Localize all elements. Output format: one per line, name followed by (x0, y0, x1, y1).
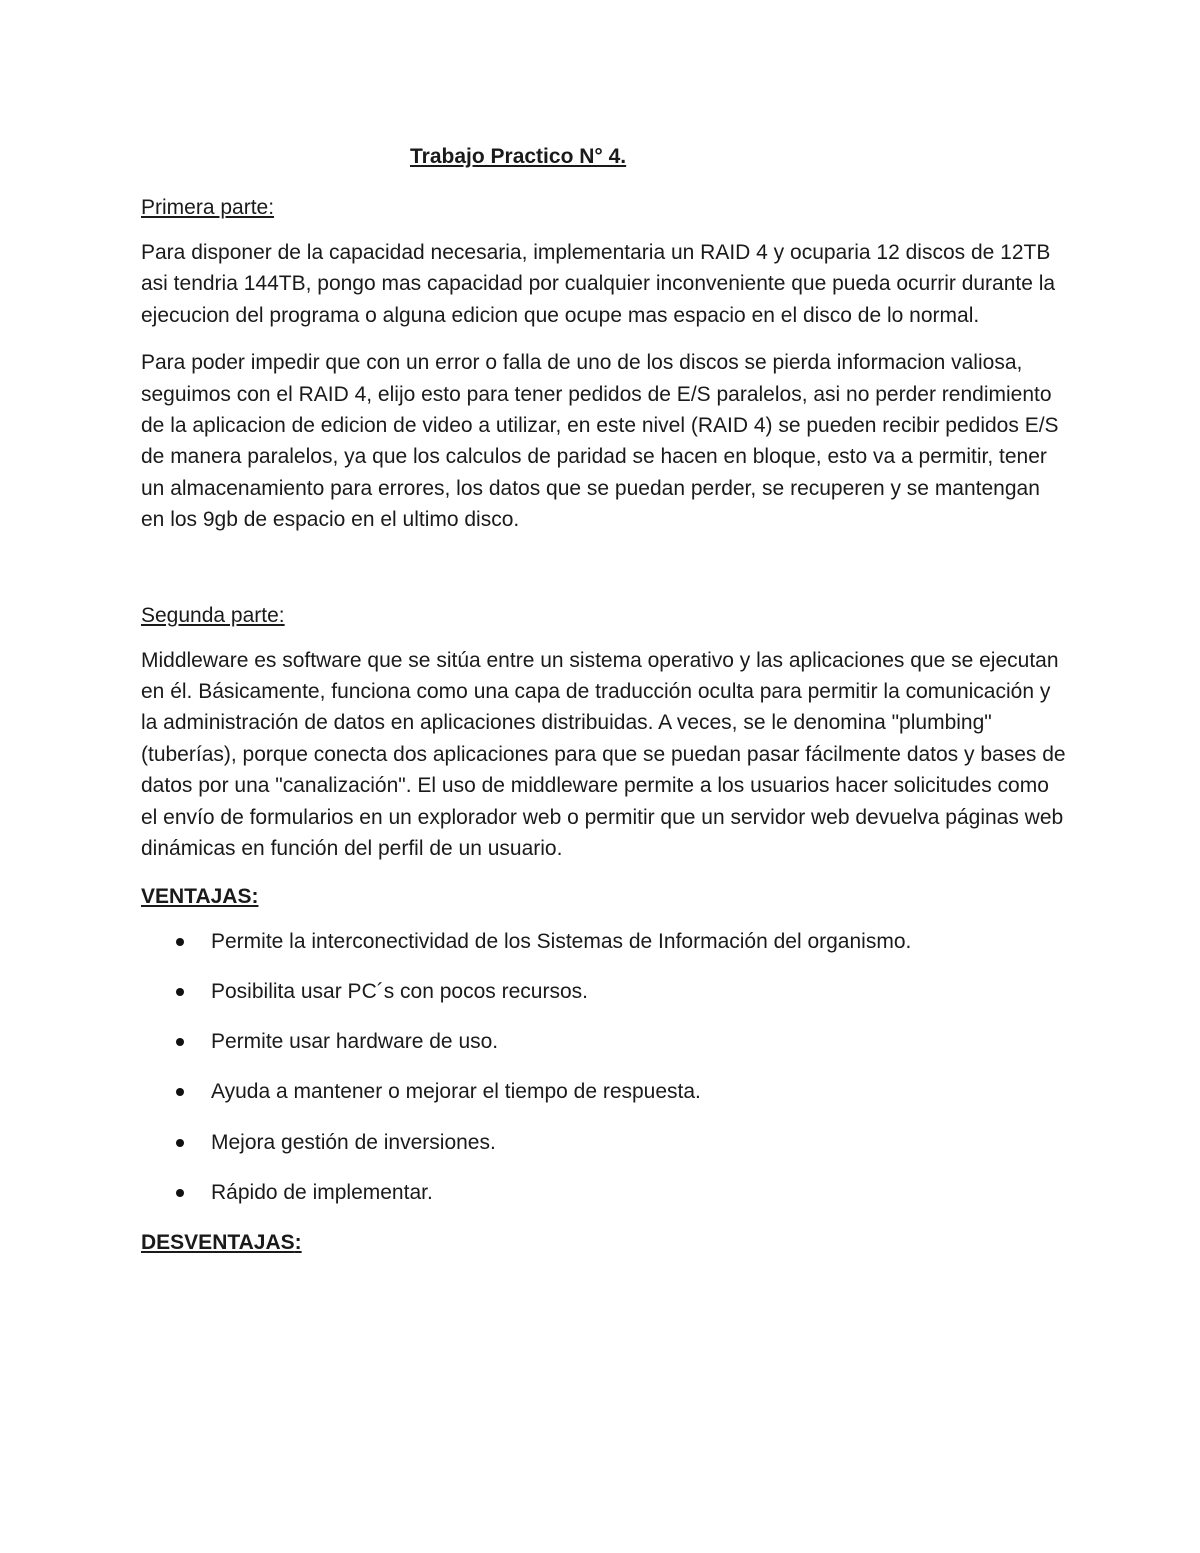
list-item (141, 926, 1066, 957)
part1-paragraph-2: Para poder impedir que con un error o falla de uno de los discos se pierda informacion valiosa, seguimos con el RAID 4, elijo esto para tener pedidos de E/S paralelos, asi no perder rendimiento de la aplicacion de edicion de video a utilizar, en este nivel (RAID 4) se pueden recibir pedidos E/S de manera paralelos, ya que los calculos de paridad se hacen en bloque, esto va a permitir, tener un almacenamiento para errores, los datos que se puedan perder, se recuperen y se mantengan en los 9gb de espacio en el ultimo disco. (141, 351, 1059, 532)
part2-paragraph: Middleware es software que se sitúa entre un sistema operativo y las aplicaciones que se ejecutan en él. Básicamente, funciona como una capa de traducción oculta para permitir la comunicación y la administración de datos en aplicaciones distribuidas. A veces, se le denomina "plumbing" (tuberías), porque conecta dos aplicaciones para que se puedan pasar fácilmente datos y bases de datos por una "canalización". El uso de middleware permite a los usuarios hacer solicitudes como el envío de formularios en un explorador web o permitir que un servidor web devuelva páginas web dinámicas en función del perfil de un usuario. (141, 648, 1066, 861)
document-body (141, 140, 1066, 1272)
bullet-icon (176, 1038, 184, 1046)
desventajas-colon: : (294, 1231, 302, 1255)
list-item (141, 1127, 1066, 1158)
list-item-text: Mejora gestión de inversiones. (211, 1130, 496, 1154)
list-item-text: Rápido de implementar. (211, 1180, 433, 1204)
document-title: Trabajo Practico N° 4. (410, 145, 627, 168)
bullet-icon (176, 1088, 184, 1096)
list-item (141, 1177, 1066, 1208)
part2-heading: Segunda parte: (141, 603, 285, 627)
ventajas-label: VENTAJAS (141, 884, 252, 908)
ventajas-heading (141, 881, 1066, 912)
ventajas-list (141, 926, 1066, 1208)
section-spacer (141, 552, 1066, 600)
list-item (141, 976, 1066, 1007)
list-item-text: Ayuda a mantener o mejorar el tiempo de respuesta. (211, 1080, 701, 1104)
list-item-text: Permite la interconectividad de los Sistemas de Información del organismo. (211, 929, 912, 953)
desventajas-label: DESVENTAJAS (141, 1231, 295, 1255)
list-item-text: Permite usar hardware de uso. (211, 1030, 499, 1054)
bullet-icon (176, 938, 184, 946)
list-item-text: Posibilita usar PC´s con pocos recursos. (211, 979, 588, 1003)
part1-paragraph-1: Para disponer de la capacidad necesaria, implementaria un RAID 4 y ocuparia 12 discos de 12TB asi tendria 144TB, pongo mas capacidad por cualquier inconveniente que pueda ocurrir durante la ejecucion del programa o alguna edicion que ocupe mas espacio en el disco de lo normal. (141, 241, 1056, 327)
list-item (141, 1026, 1066, 1057)
ventajas-colon: : (251, 884, 259, 908)
part1-heading: Primera parte: (141, 196, 275, 219)
bullet-icon (176, 988, 184, 996)
bullet-icon (176, 1189, 184, 1197)
desventajas-heading (141, 1227, 1066, 1258)
bullet-icon (176, 1139, 184, 1147)
list-item (141, 1076, 1066, 1107)
